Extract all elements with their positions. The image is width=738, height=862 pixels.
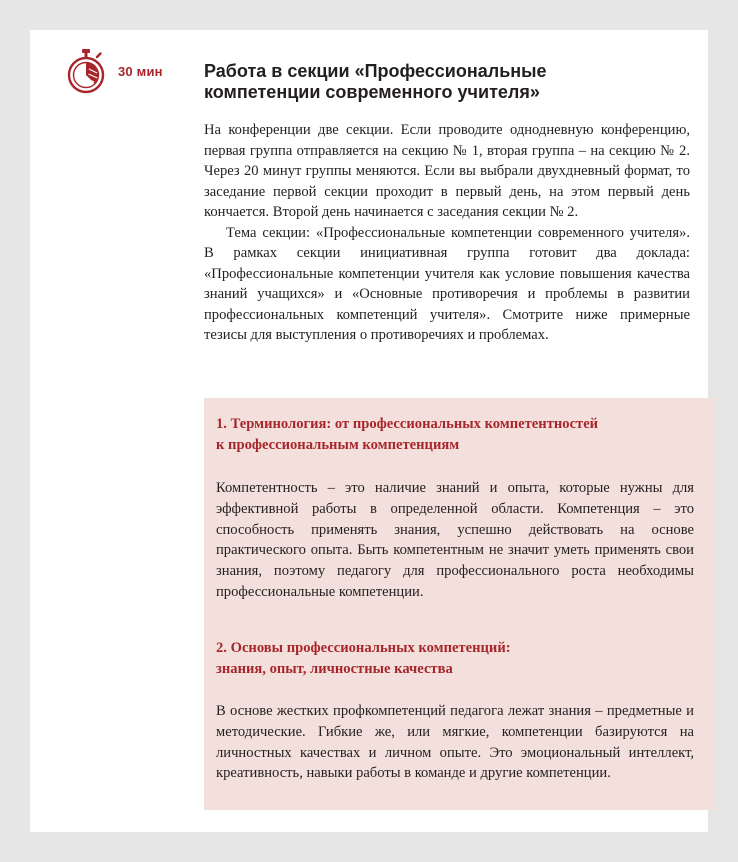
theses-box: [204, 398, 716, 810]
thesis-heading-line: знания, опыт, личностные качества: [216, 661, 453, 677]
thesis-text-terminology: Компетентность – это наличие знаний и опыта, которые нужны для эффективной работы в определенной области. Компетенция – это способность применять знания, успешно действовать на основе практического опыта. Быть компетентным не значит уметь применять свои знания, поэтому педагогу для профессионального роста необходимы профессиональные компетенции.: [216, 480, 694, 600]
thesis-text-foundations: В основе жестких профкомпетенций педагога лежат знания – предметные и методические. Гибкие же, или мягкие, компетенции базируются на личностных качествах и личном опыте. Это эмоциональный интеллект, креативность, навыки работы в команде и другие компетенции.: [216, 703, 694, 782]
thesis-heading-terminology: [216, 414, 702, 456]
intro-text: [204, 120, 690, 346]
thesis-heading-foundations: [216, 638, 702, 680]
section-heading: [204, 61, 674, 103]
stopwatch-icon: [66, 48, 106, 94]
thesis-heading-line: к профессиональным компетенциям: [216, 437, 460, 453]
duration-label: 30 мин: [118, 64, 163, 79]
section-heading-line: Работа в секции «Профессиональные: [204, 61, 547, 81]
thesis-heading-line: 2. Основы профессиональных компетенций:: [216, 640, 511, 656]
document-page: [30, 30, 708, 832]
section-heading-line: компетенции современного учителя»: [204, 82, 540, 102]
intro-paragraph: Тема секции: «Профессиональные компетенции современного учителя». В рамках секции инициативная группа готовит два доклада: «Профессиональные компетенции учителя как условие повышения качества знаний учащихся» и «Основные противоречия и проблемы в развитии профессиональных компетенций учителя». Смотрите ниже примерные тезисы для выступления о противоречиях и проблемах.: [204, 224, 690, 343]
thesis-heading-line: 1. Терминология: от профессиональных компетентностей: [216, 416, 599, 432]
intro-paragraph: На конференции две секции. Если проводите однодневную конференцию, первая группа отправляется на секцию № 1, вторая группа – на секцию № 2. Через 20 минут группы меняются. Если вы выбрали двухдневный формат, то заседание первой секции проходит в первый день, на этом первый день кончается. Второй день начинается с заседания секции № 2.: [204, 122, 690, 220]
